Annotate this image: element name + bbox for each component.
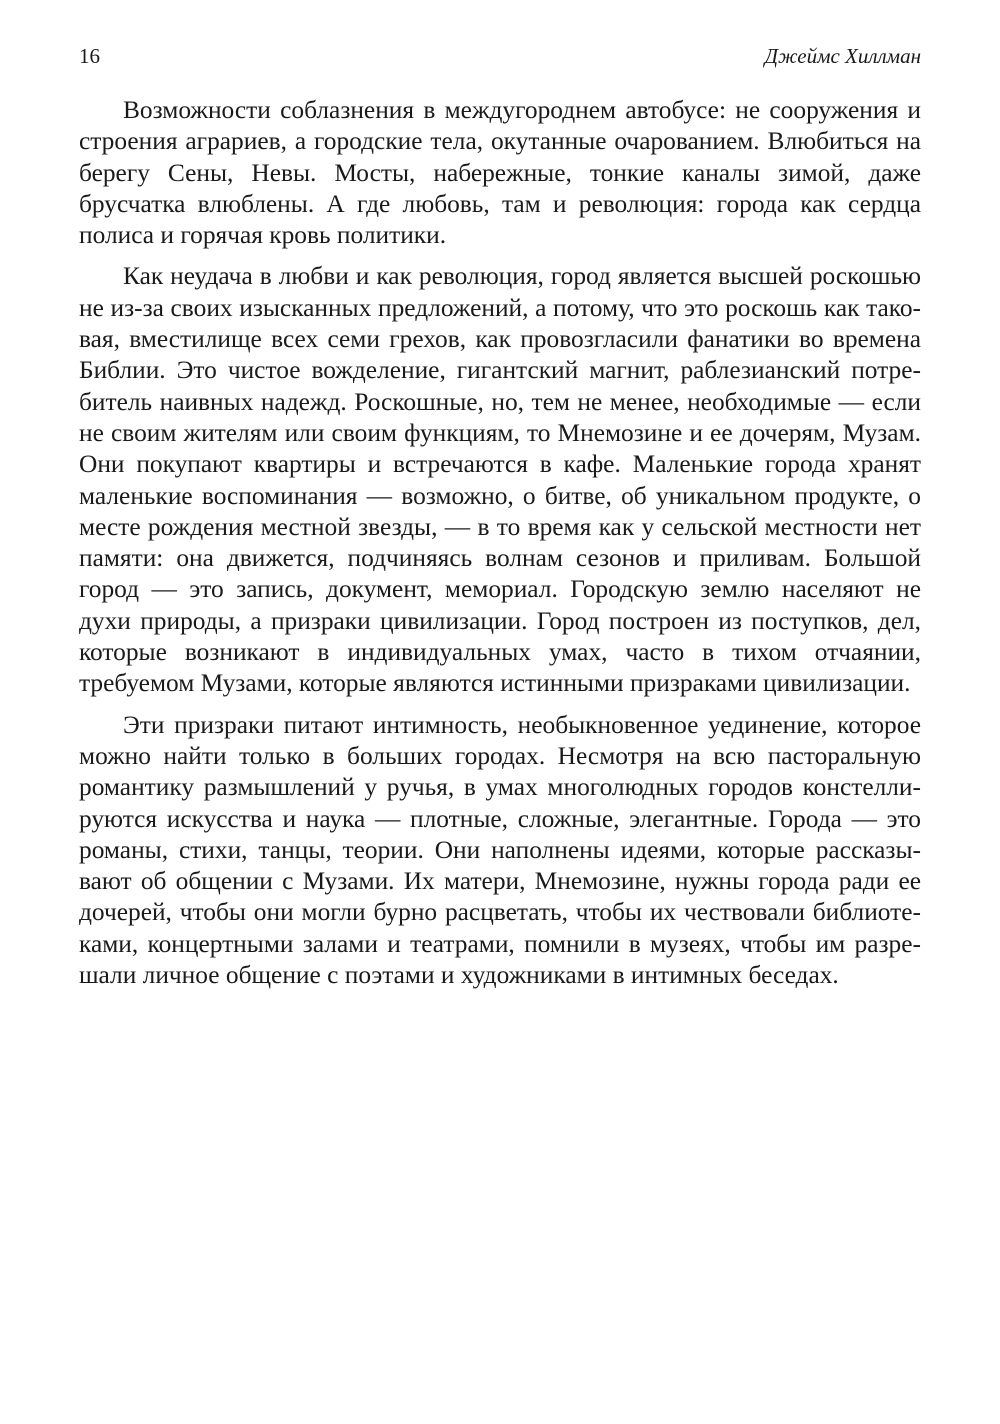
body-text <box>79 95 921 1001</box>
paragraph-3: Эти призраки питают интимность, необыкновенное уединение, которое можно найти только в больших городах. Несмотря на всю пасторальную романтику размышлений у ручья, в умах многолюдных городов констеллируются искусства и наука — плотные, сложные, элегантные. Города — это романы, стихи, танцы, теории. Они наполнены идеями, которые рассказывают об общении с Музами. Их матери, Мнемозине, нужны города ради ее дочерей, чтобы они могли бурно расцветать, чтобы их чествовали библиотеками, концертными залами и театрами, помнили в музеях, чтобы им разрешали личное общение с поэтами и художниками в интимных беседах. <box>79 710 921 990</box>
running-header <box>79 44 921 74</box>
running-title: Джеймс Хиллман <box>764 44 921 68</box>
page-number: 16 <box>79 44 100 68</box>
paragraph-2: Как неудача в любви и как революция, город является высшей роскошью не из-за своих изысканных предложений, а потому, что это роскошь как таковая, вместилище всех семи грехов, как провозгласили фанатики во времена Библии. Это чистое вожделение, гигантский магнит, раблезианский потребитель наивных надежд. Роскошные, но, тем не менее, необходимые — если не своим жителям или своим функциям, то Мнемозине и ее дочерям, Музам. Они покупают квартиры и встречаются в кафе. Маленькие города хранят маленькие воспоминания — возможно, о битве, об уникальном продукте, о месте рождения местной звезды, — в то время как у сельской местности нет памяти: она движется, подчиняясь волнам сезонов и приливам. Большой город — это запись, документ, мемориал. Городскую землю населяют не духи природы, а призраки цивилизации. Город построен из поступков, дел, которые возникают в индивидуальных умах, часто в тихом отчаянии, требуемом Музами, которые являются истинными призраками цивилизации. <box>79 262 921 698</box>
paragraph-1: Возможности соблазнения в междугороднем автобусе: не сооружения и строения аграриев, а городские тела, окутанные очарованием. Влюбиться на берегу Сены, Невы. Мосты, набережные, тонкие каналы зимой, даже брусчатка влюблены. А где любовь, там и революция: города как сердца полиса и горячая кровь политики. <box>79 96 921 250</box>
